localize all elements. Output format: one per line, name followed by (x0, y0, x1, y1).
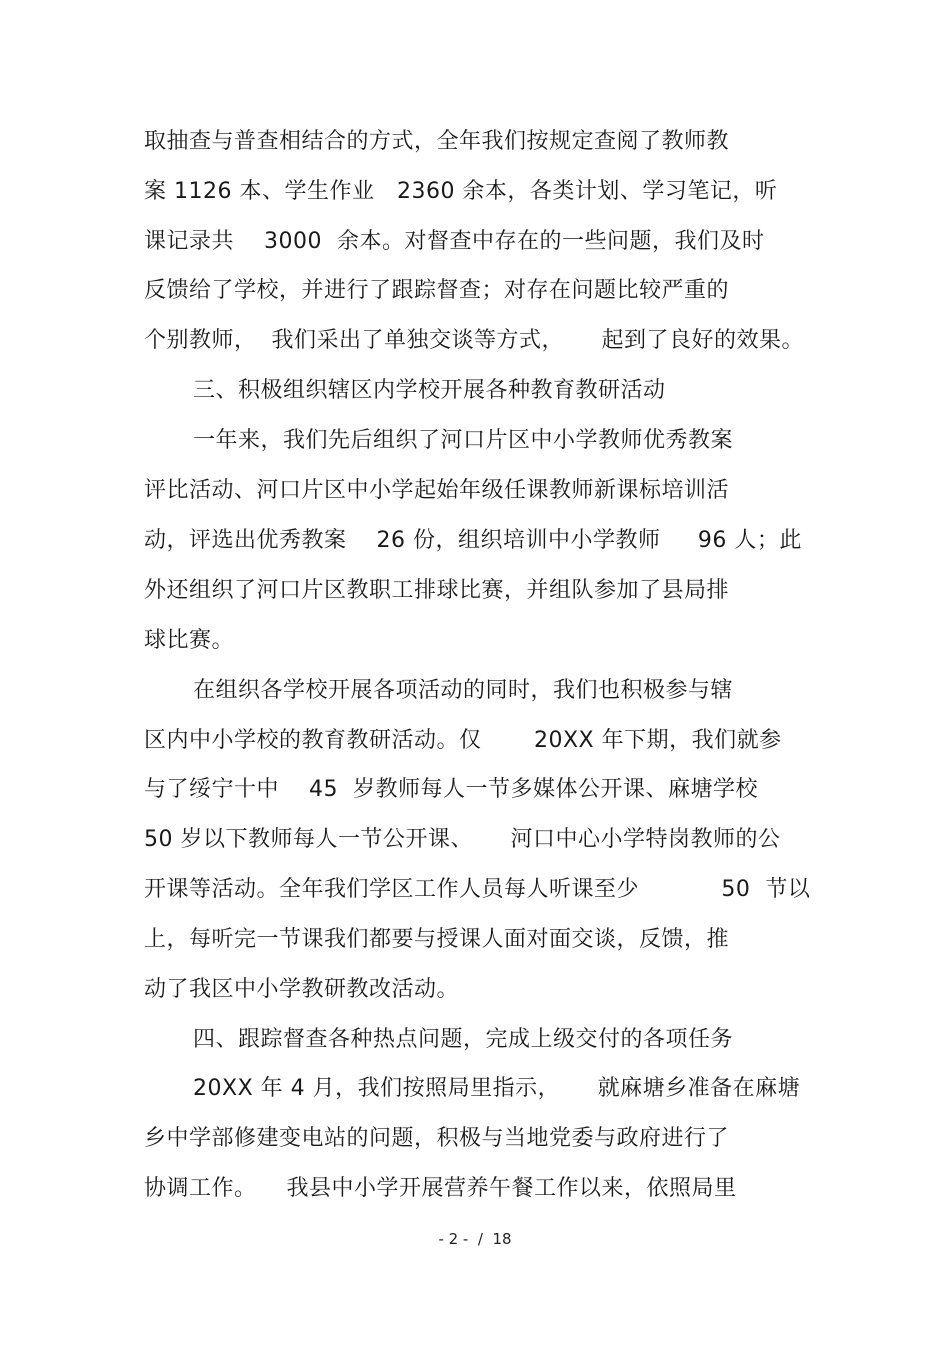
text-line: 与了绥宁十中 45 岁教师每人一节多媒体公开课、麻塘学校 (144, 777, 758, 802)
text-line: 动了我区中小学教研教改活动。 (144, 977, 460, 1002)
text-line: 区内中小学校的教育教研活动。仅 20XX 年下期，我们就参 (144, 728, 782, 753)
section-heading: 四、跟踪督查各种热点问题，完成上级交付的各项任务 (193, 1027, 734, 1052)
text-line: 20XX 年 4 月，我们按照局里指示， 就麻塘乡准备在麻塘 (193, 1076, 801, 1101)
text-line: 课记录共 3000 余本。对督查中存在的一些问题，我们及时 (144, 229, 765, 254)
text-line: 乡中学部修建变电站的问题，积极与当地党委与政府进行了 (144, 1126, 730, 1151)
text-line: 在组织各学校开展各项活动的同时，我们也积极参与辖 (193, 678, 734, 703)
text-line: 50 岁以下教师每人一节公开课、 河口中心小学特岗教师的公 (144, 827, 781, 852)
text-line: 动，评选出优秀教案 26 份，组织培训中小学教师 96 人；此 (144, 528, 802, 553)
text-line: 反馈给了学校，并进行了跟踪督查；对存在问题比较严重的 (144, 278, 730, 303)
text-line: 案 1126 本、学生作业 2360 余本，各类计划、学习笔记，听 (144, 179, 778, 204)
text-line: 上，每听完一节课我们都要与授课人面对面交谈，反馈，推 (144, 927, 730, 952)
text-line: 外还组织了河口片区教职工排球比赛，并组队参加了县局排 (144, 578, 730, 603)
text-line: 开课等活动。全年我们学区工作人员每人听课至少 50 节以 (144, 877, 811, 902)
text-line: 个别教师， 我们采出了单独交谈等方式， 起到了良好的效果。 (144, 328, 804, 353)
text-line: 取抽查与普查相结合的方式，全年我们按规定查阅了教师教 (144, 129, 730, 154)
text-line: 评比活动、河口片区中小学起始年级任课教师新课标培训活 (144, 478, 730, 503)
text-line: 一年来，我们先后组织了河口片区中小学教师优秀教案 (193, 428, 734, 453)
text-line: 协调工作。 我县中小学开展营养午餐工作以来，依照局里 (144, 1176, 737, 1201)
section-heading: 三、积极组织辖区内学校开展各种教育教研活动 (193, 378, 666, 403)
text-line: 球比赛。 (144, 628, 235, 653)
page-number: - 2 - / 18 (438, 1230, 512, 1248)
